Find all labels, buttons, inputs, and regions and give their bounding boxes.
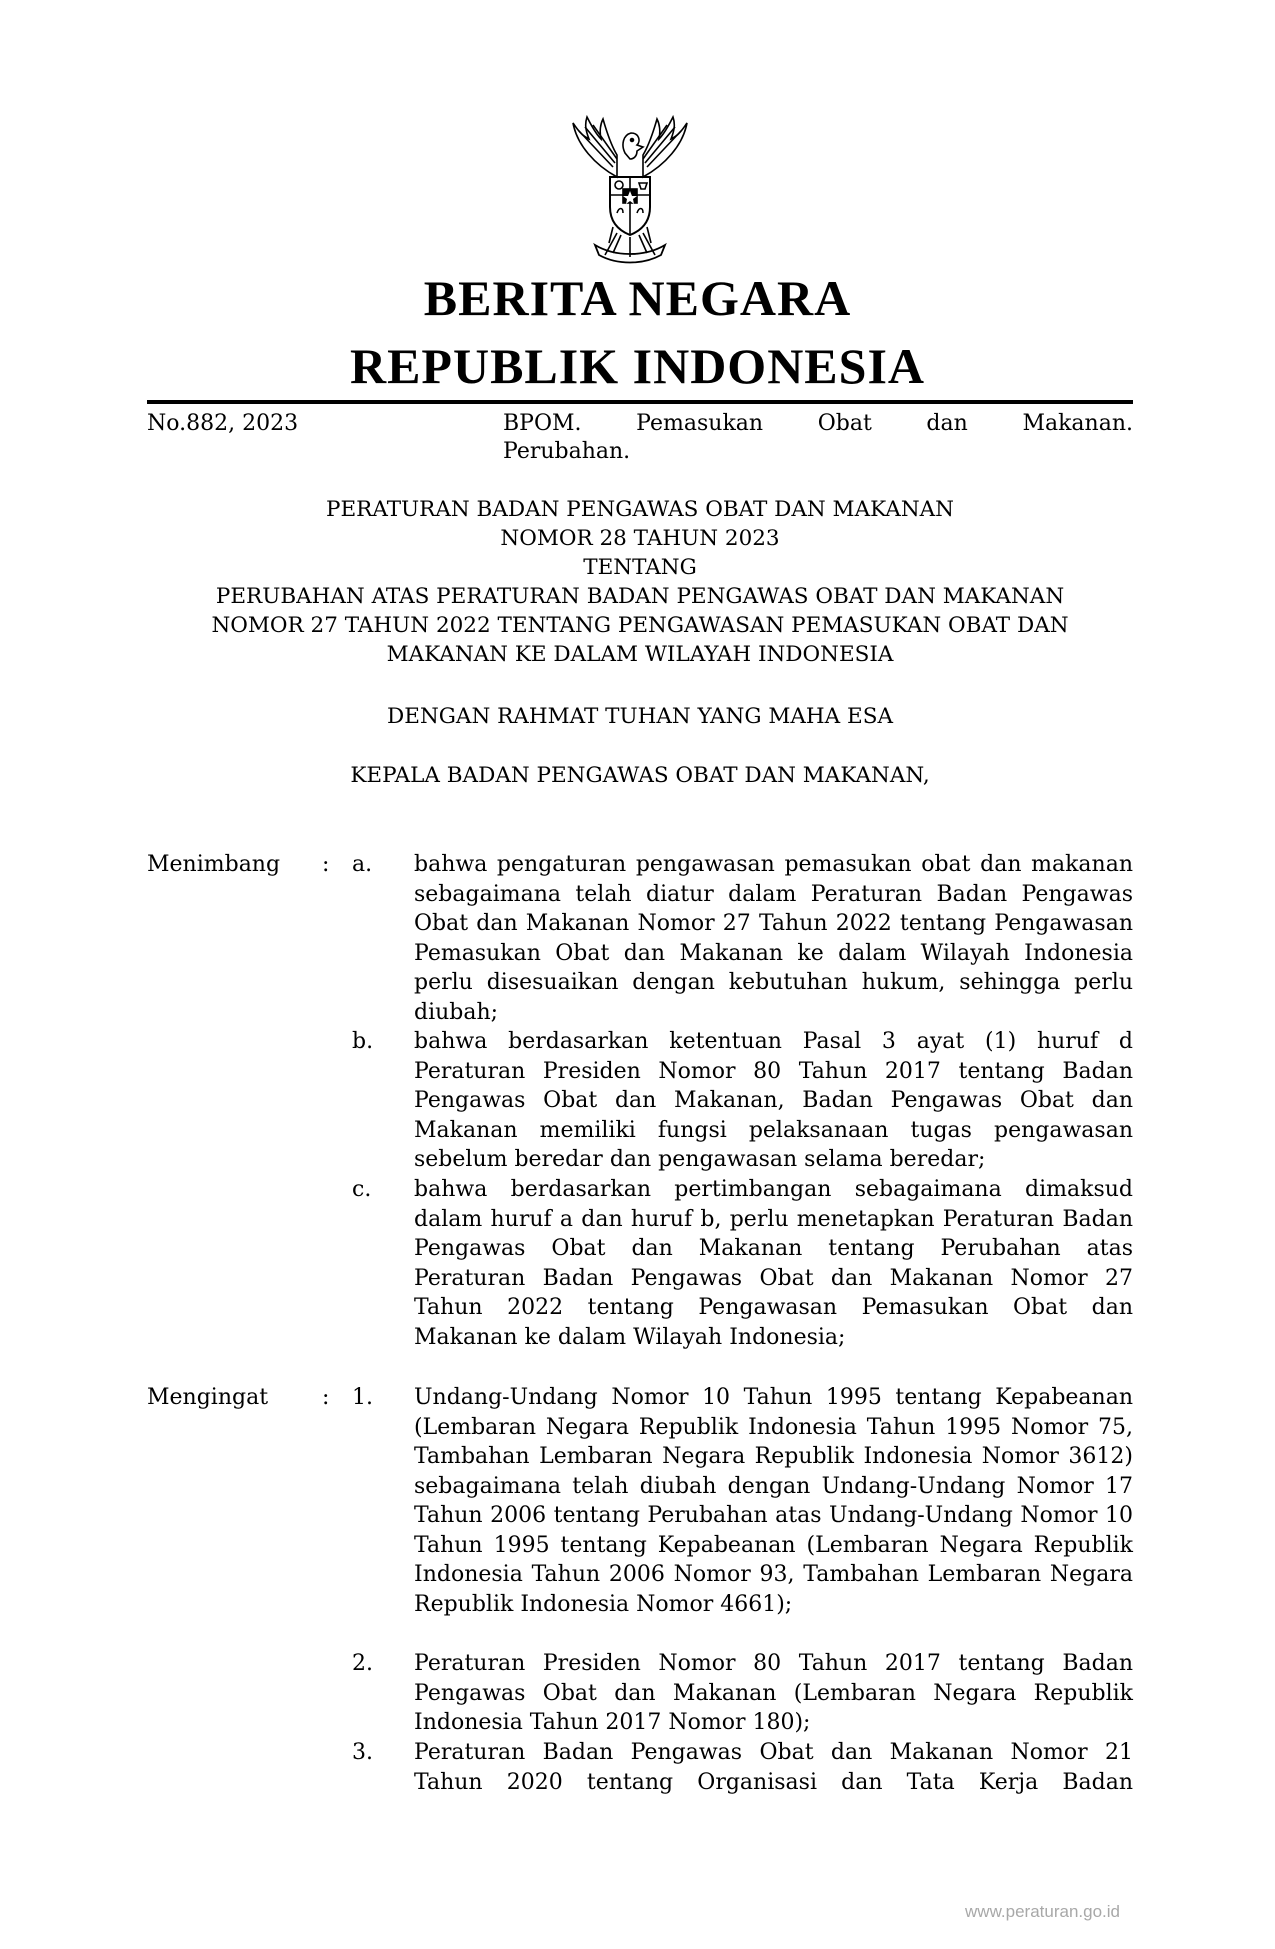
- masthead-title-line1: BERITA NEGARA: [423, 270, 852, 326]
- list-marker: 2.: [352, 1651, 373, 1676]
- mengingat-item-1: Undang-Undang Nomor 10 Tahun 1995 tentang Kepabeanan (Lembaran Negara Republik Indonesia Tahun 1995 Nomor 75, Tambahan Lembaran Negara Republik Indonesia Nomor 3612) sebagaimana telah diubah dengan Undang-Undang Nomor 17 Tahun 2006 tentang Perubahan atas Undang-Undang Nomor 10 Tahun 1995 tentang Kepabeanan (Lembaran Negara Republik Indonesia Tahun 2006 Nomor 93, Tambahan Lembaran Negara Republik Indonesia Nomor 4661);: [414, 1385, 1133, 1617]
- gazette-subject-line2: Perubahan.: [503, 439, 631, 464]
- menimbang-label: Menimbang: [147, 852, 281, 877]
- regulation-title-line: PERUBAHAN ATAS PERATURAN BADAN PENGAWAS OBAT DAN MAKANAN: [215, 584, 1065, 609]
- menimbang-item-b: bahwa berdasarkan ketentuan Pasal 3 ayat (1) huruf d Peraturan Presiden Nomor 80 Tahun 2017 tentang Badan Pengawas Obat dan Makanan, Badan Pengawas Obat dan Makanan memiliki fungsi pelaksanaan tugas pengawasan sebelum beredar dan pengawasan selama beredar;: [414, 1029, 1133, 1172]
- regulation-title-line: MAKANAN KE DALAM WILAYAH INDONESIA: [386, 642, 894, 667]
- opening-phrase: DENGAN RAHMAT TUHAN YANG MAHA ESA: [387, 704, 893, 729]
- gazette-subject-line1: BPOM. Pemasukan Obat dan Makanan.: [503, 411, 1133, 436]
- issuing-authority: KEPALA BADAN PENGAWAS OBAT DAN MAKANAN,: [350, 763, 930, 788]
- list-marker: b.: [352, 1029, 374, 1054]
- regulation-title-line: PERATURAN BADAN PENGAWAS OBAT DAN MAKANAN: [326, 497, 954, 522]
- list-marker: 3.: [352, 1740, 373, 1765]
- masthead-title-line2: REPUBLIK INDONESIA: [349, 338, 926, 394]
- list-marker: a.: [352, 852, 373, 877]
- gazette-number: No.882, 2023: [147, 411, 299, 436]
- regulation-title-line: NOMOR 28 TAHUN 2023: [500, 526, 780, 551]
- menimbang-item-c: bahwa berdasarkan pertimbangan sebagaimana dimaksud dalam huruf a dan huruf b, perlu menetapkan Peraturan Badan Pengawas Obat dan Makanan tentang Perubahan atas Peraturan Badan Pengawas Obat dan Makanan Nomor 27 Tahun 2022 tentang Pengawasan Pemasukan Obat dan Makanan ke dalam Wilayah Indonesia;: [414, 1177, 1133, 1350]
- regulation-title-line: TENTANG: [583, 555, 697, 580]
- masthead-divider: [147, 400, 1133, 404]
- garuda-emblem-icon: [555, 115, 705, 270]
- regulation-title: [147, 495, 1133, 669]
- footer-url: www.peraturan.go.id: [965, 1902, 1120, 1921]
- mengingat-label: Mengingat: [147, 1385, 269, 1410]
- mengingat-item-2: Peraturan Presiden Nomor 80 Tahun 2017 tentang Badan Pengawas Obat dan Makanan (Lembaran Negara Republik Indonesia Tahun 2017 Nomor 180);: [414, 1651, 1133, 1735]
- menimbang-item-a: bahwa pengaturan pengawasan pemasukan obat dan makanan sebagaimana telah diatur dalam Peraturan Badan Pengawas Obat dan Makanan Nomor 27 Tahun 2022 tentang Pengawasan Pemasukan Obat dan Makanan ke dalam Wilayah Indonesia perlu disesuaikan dengan kebutuhan hukum, sehingga perlu diubah;: [414, 852, 1133, 1025]
- list-marker: c.: [352, 1177, 372, 1202]
- menimbang-colon: :: [322, 852, 330, 877]
- list-marker: 1.: [352, 1385, 373, 1410]
- mengingat-colon: :: [322, 1385, 330, 1410]
- regulation-title-line: NOMOR 27 TAHUN 2022 TENTANG PENGAWASAN PEMASUKAN OBAT DAN: [211, 613, 1069, 638]
- mengingat-item-3: Peraturan Badan Pengawas Obat dan Makanan Nomor 21 Tahun 2020 tentang Organisasi dan Tata Kerja Badan: [414, 1740, 1133, 1795]
